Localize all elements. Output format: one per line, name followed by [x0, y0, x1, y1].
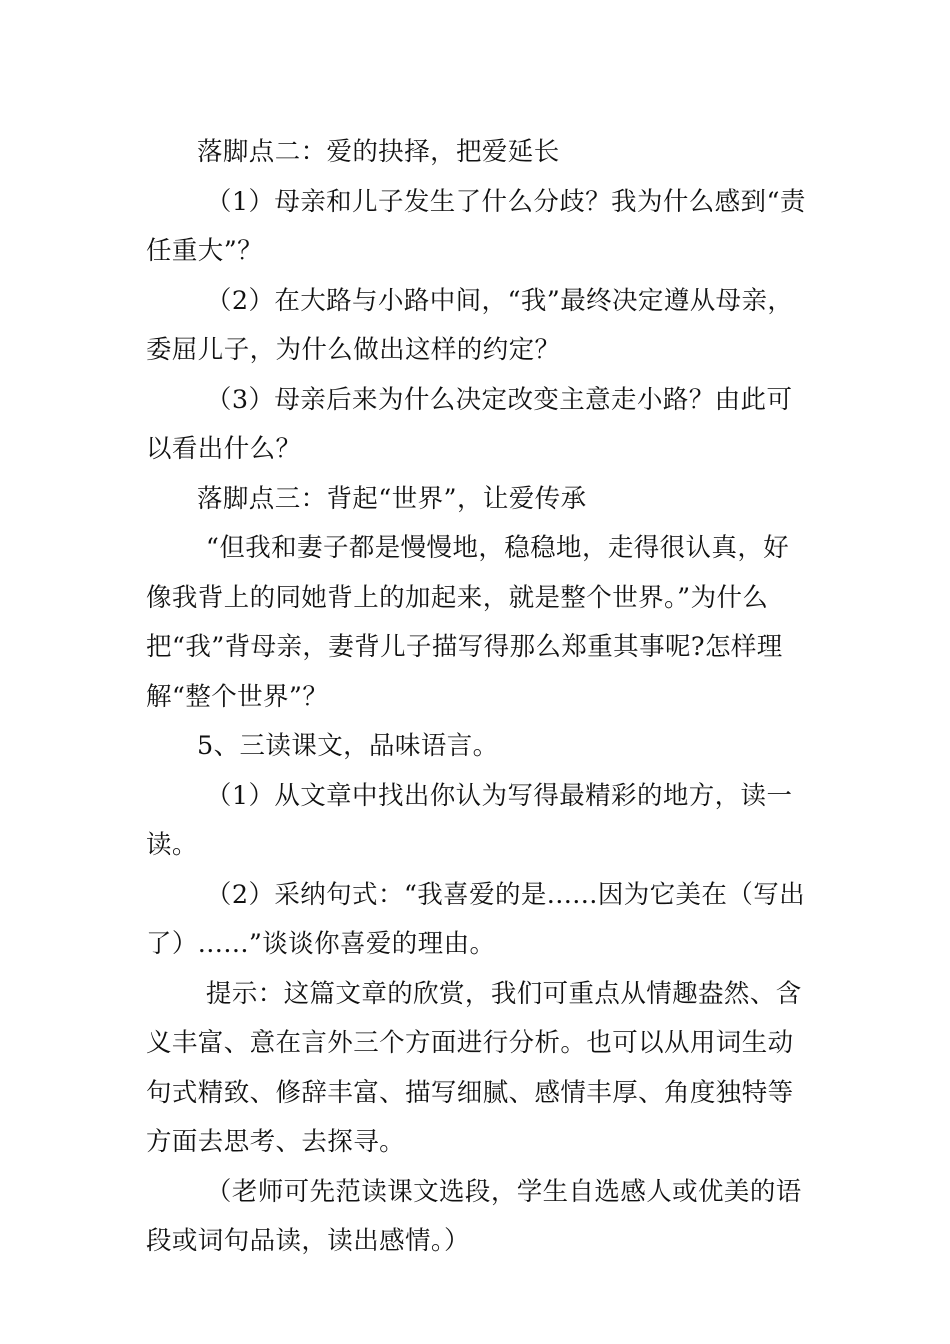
quote-paragraph: “但我和妻子都是慢慢地，稳稳地，走得很认真，好像我背上的同她背上的加起来，就是整个世界。”为什么把“我”背母亲，妻背儿子描写得那么郑重其事呢?怎样理解“整个世界”？	[146, 533, 790, 712]
question-3: （3）母亲后来为什么决定改变主意走小路？由此可以看出什么？	[146, 384, 793, 464]
teacher-note: （老师可先范读课文选段，学生自选感人或优美的语段或词句品读，读出感情。）	[146, 1176, 802, 1256]
task-1: （1）从文章中找出你认为写得最精彩的地方，读一读。	[146, 780, 793, 860]
step-5-heading: 5、三读课文，品味语言。	[197, 731, 499, 761]
section-heading-point-two: 落脚点二：爱的抉择，把爱延长	[197, 137, 560, 167]
document-body	[146, 128, 810, 1267]
question-1: （1）母亲和儿子发生了什么分歧？我为什么感到“责任重大”？	[146, 186, 806, 266]
hint-paragraph: 提示：这篇文章的欣赏，我们可重点从情趣盎然、含义丰富、意在言外三个方面进行分析。也可以从用词生动句式精致、修辞丰富、描写细腻、感情丰厚、角度独特等方面去思考、去探寻。	[146, 978, 802, 1157]
task-2: （2）采纳句式：“我喜爱的是......因为它美在（写出了）......”谈谈你喜爱的理由。	[146, 879, 806, 959]
section-heading-point-three: 落脚点三：背起“世界”，让爱传承	[197, 483, 587, 514]
question-2: （2）在大路与小路中间，“我”最终决定遵从母亲，委屈儿子，为什么做出这样的约定？	[146, 285, 794, 365]
